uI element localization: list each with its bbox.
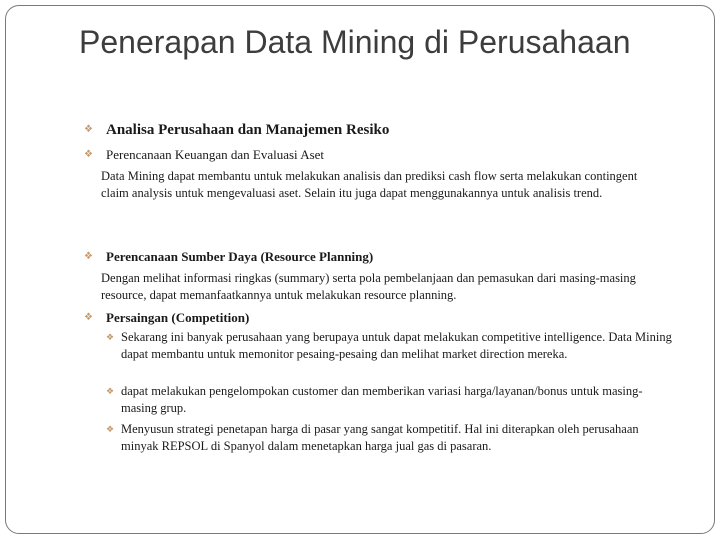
- main-heading-row: [84, 121, 684, 139]
- section-3-item-3: [106, 421, 676, 454]
- main-heading: Analisa Perusahaan dan Manajemen Resiko: [106, 122, 390, 138]
- bullet-icon: ❖: [84, 124, 93, 135]
- section-3-item-text: dapat melakukan pengelompokan customer dan memberikan variasi harga/layanan/bonus untuk masing-masing grup.: [121, 384, 643, 415]
- bullet-icon: ❖: [84, 149, 93, 160]
- section-3-item-text: Sekarang ini banyak perusahaan yang berupaya untuk dapat melakukan competitive intelligence. Data Mining dapat membantu untuk memonitor pesaing-pesaing dan melihat market direction mereka.: [121, 330, 672, 361]
- bullet-icon: ❖: [106, 332, 115, 342]
- section-3-title-row: [84, 309, 684, 327]
- section-3-item-1: [106, 329, 676, 362]
- section-3-item-2: [106, 383, 676, 416]
- section-3-title: Persaingan (Competition): [106, 310, 250, 325]
- section-3-item-text: Menyusun strategi penetapan harga di pasar yang sangat kompetitif. Hal ini diterapkan oleh perusahaan minyak REPSOL di Spanyol dalam menetapkan harga jual gas di pasaran.: [121, 422, 639, 453]
- section-1-title: Perencanaan Keuangan dan Evaluasi Aset: [106, 147, 325, 162]
- section-2-title: Perencanaan Sumber Daya (Resource Planning): [106, 249, 374, 264]
- bullet-icon: ❖: [84, 251, 93, 262]
- slide-title: Penerapan Data Mining di Perusahaan: [79, 24, 631, 60]
- bullet-icon: ❖: [84, 312, 93, 323]
- section-1-title-row: [84, 146, 684, 164]
- bullet-icon: ❖: [106, 424, 115, 434]
- section-1-body: Data Mining dapat membantu untuk melakukan analisis dan prediksi cash flow serta melakukan contingent claim analysis untuk mengevaluasi aset. Selain itu juga dapat menggunakannya untuk analisis trend.: [101, 169, 638, 200]
- section-2-body: Dengan melihat informasi ringkas (summary) serta pola pembelanjaan dan pemasukan dari masing-masing resource, dapat memanfaatkannya untuk melakukan resource planning.: [101, 271, 636, 302]
- bullet-icon: ❖: [106, 386, 115, 396]
- section-2-title-row: [84, 248, 684, 266]
